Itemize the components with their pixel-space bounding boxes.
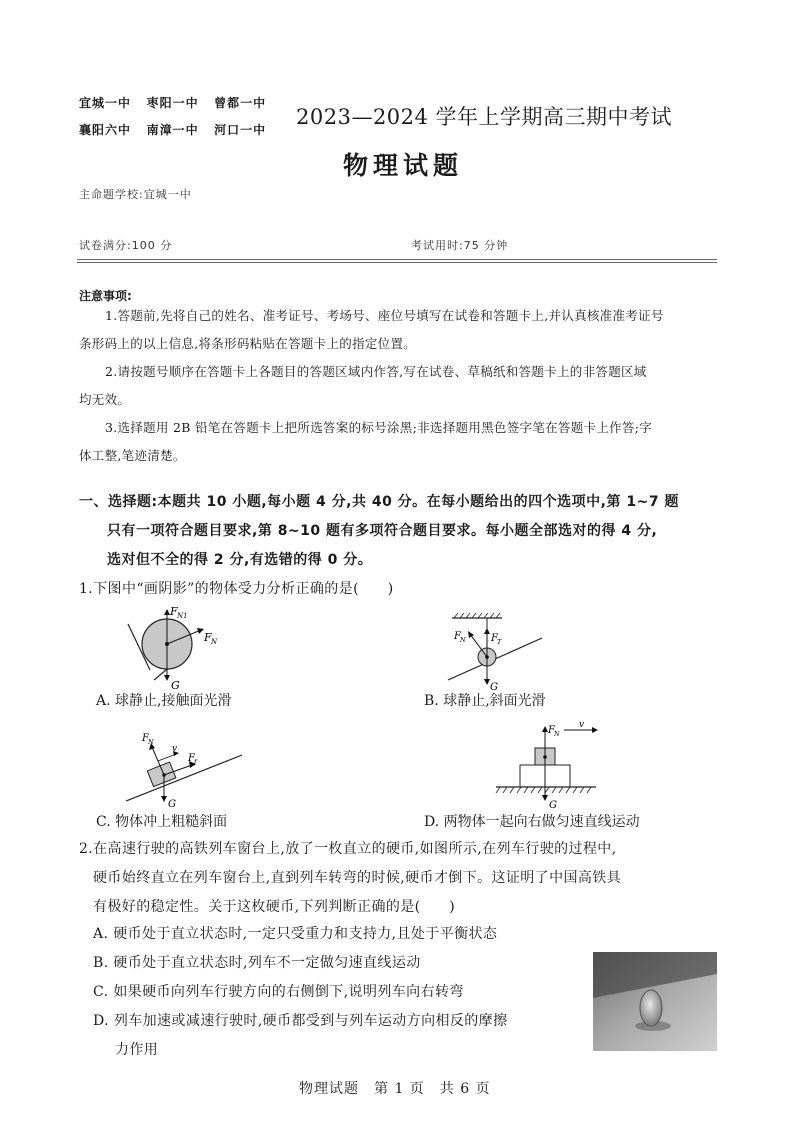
exam-title: 2023—2024 学年上学期高三期中考试	[296, 105, 673, 129]
section-instructions	[79, 488, 729, 575]
q1-option-a[interactable]: A. 球静止,接触面光滑	[96, 693, 232, 709]
school-name: 宜城一中	[79, 96, 132, 110]
notice-line: 体工整,笔迹清楚。	[79, 448, 186, 463]
full-score: 试卷满分:100 分	[79, 239, 173, 252]
q2-stem-line: 硬币始终直立在列车窗台上,直到列车转弯的时候,硬币才倒下。这证明了中国高铁具	[93, 870, 622, 886]
q2-option-b[interactable]: B. 硬币处于直立状态时,列车不一定做匀速直线运动	[93, 955, 421, 971]
school-name: 襄阳六中	[79, 123, 132, 137]
velocity-arrow	[158, 754, 176, 761]
section-line: 选对但不全的得 2 分,有选错的得 0 分。	[107, 552, 373, 568]
label-ff: F	[188, 753, 195, 764]
label-v: v	[172, 744, 178, 754]
notice-line: 1.答题前,先将自己的姓名、准考证号、考场号、座位号填写在试卷和答题卡上,并认真核准准考证号	[105, 308, 664, 323]
label-fn1: F	[170, 605, 178, 618]
q2-option-a[interactable]: A. 硬币处于直立状态时,一定只受重力和支持力,且处于平衡状态	[93, 926, 498, 942]
page-footer: 物理试题 第 1 页 共 6 页	[299, 1081, 491, 1097]
schools-row-2	[79, 121, 266, 138]
q1-option-b[interactable]: B. 球静止,斜面光滑	[424, 693, 546, 709]
label-sub: N	[148, 738, 154, 746]
arrowhead	[468, 631, 474, 638]
label-sub: N	[460, 636, 466, 644]
q2-options	[93, 920, 593, 1065]
label-sub: f	[194, 758, 197, 766]
label-g: G	[549, 800, 557, 810]
arrowhead	[592, 727, 598, 733]
notice-line: 3.选择题用 2B 铅笔在答题卡上把所选答案的标号涂黑;非选择题用黑色签字笔在答题卡上作答;字	[105, 420, 653, 435]
coin-photo	[593, 952, 717, 1051]
label-sub: N1	[177, 612, 188, 620]
label-sub: N	[554, 730, 560, 738]
q2-stem-line: 2.在高速行驶的高铁列车窗台上,放了一枚直立的硬币,如图所示,在列车行驶的过程中,	[79, 841, 617, 857]
exam-duration: 考试用时:75 分钟	[411, 239, 509, 252]
q1-figure-d	[480, 720, 620, 810]
arrowhead	[197, 628, 204, 634]
q2-option-c[interactable]: C. 如果硬币向列车行驶方向的右侧倒下,说明列车向右转弯	[93, 984, 464, 1000]
schools-row-1	[79, 94, 266, 111]
host-school: 主命题学校:宜城一中	[79, 188, 192, 201]
q2-stem	[79, 835, 729, 922]
section-line: 只有一项符合题目要求,第 8~10 题有多项符合题目要求。每小题全部选对的得 4 分,	[107, 523, 658, 539]
arrowhead	[161, 796, 167, 802]
coin	[640, 990, 662, 1026]
label-g: G	[171, 679, 180, 690]
q1-figure-a	[120, 604, 230, 690]
q2-option-d[interactable]: D. 列车加速或减速行驶时,硬币都受到与列车运动方向相反的摩擦	[93, 1013, 508, 1029]
q1-stem: 1.下图中“画阴影”的物体受力分析正确的是( )	[79, 581, 394, 597]
school-name: 曾都一中	[214, 96, 267, 110]
label-g: G	[168, 799, 176, 809]
school-name: 河口一中	[214, 123, 267, 137]
label-fn: F	[454, 631, 461, 642]
school-name: 南漳一中	[146, 123, 199, 137]
notice-body	[79, 302, 719, 470]
arrowhead	[484, 628, 490, 634]
q1-option-c[interactable]: C. 物体冲上粗糙斜面	[96, 814, 228, 830]
q2-stem-line: 有极好的稳定性。关于这枚硬币,下列判断正确的是( )	[93, 899, 456, 915]
label-g: G	[490, 682, 498, 692]
incline	[126, 755, 242, 801]
divider	[77, 259, 717, 260]
label-v: v	[579, 720, 585, 730]
notice-title: 注意事项:	[79, 289, 132, 303]
q1-figure-b	[440, 612, 560, 692]
label-ft: F	[491, 633, 498, 644]
q1-figure-c	[120, 725, 250, 809]
label-fn: F	[142, 733, 149, 744]
divider	[77, 262, 717, 263]
notice-line: 均无效。	[79, 392, 131, 407]
label-fn: F	[548, 725, 555, 736]
arrowhead	[542, 795, 548, 801]
ceiling-hatch	[454, 613, 500, 618]
label-fn: F	[204, 631, 212, 644]
notice-line: 2.请按题号顺序在答题卡上各题目的答题区域内作答,写在试卷、草稿纸和答题卡上的非答题区域	[105, 364, 647, 379]
notice-line: 条形码上的以上信息,将条形码粘贴在答题卡上的指定位置。	[79, 336, 417, 351]
arrowhead	[164, 675, 170, 681]
section-line: 一、选择题:本题共 10 小题,每小题 4 分,共 40 分。在每小题给出的四个选项中,第 1~7 题	[79, 494, 679, 510]
q2-option-d-cont: 力作用	[115, 1042, 159, 1058]
label-sub: N	[211, 638, 218, 646]
label-sub: T	[497, 638, 502, 646]
ground-hatch	[496, 787, 591, 793]
school-name: 枣阳一中	[146, 96, 199, 110]
q1-option-d[interactable]: D. 两物体一起向右做匀速直线运动	[424, 814, 640, 830]
subject-title: 物理试题	[343, 151, 464, 180]
